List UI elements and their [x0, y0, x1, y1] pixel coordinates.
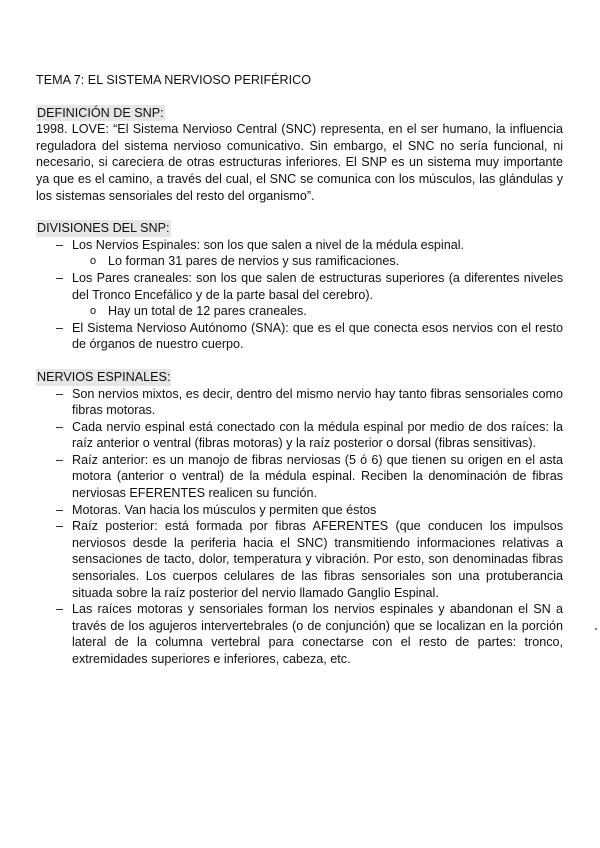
list-item-text: El Sistema Nervioso Autónomo (SNA): que es el que conecta esos nervios con el resto de órganos de nuestro cuerpo. — [72, 320, 563, 352]
list-item: – Raíz anterior: es un manojo de fibras nerviosas (5 ó 6) que tienen su origen en el asta motora (anterior o ventral) de la médula espinal. Reciben la denominación de fibras nerviosas EFERENTES realicen su función. — [72, 452, 563, 502]
list-item — [72, 237, 563, 270]
section-heading-nervios: NERVIOS ESPINALES: — [37, 369, 171, 384]
list-item — [72, 270, 563, 320]
section-heading-divisiones: DIVISIONES DEL SNP: — [37, 221, 170, 236]
list-item: – Son nervios mixtos, es decir, dentro del mismo nervio hay tanto fibras sensoriales como fibras motoras. — [72, 386, 563, 419]
document-page — [36, 72, 563, 684]
divisiones-list — [36, 237, 563, 353]
list-item — [72, 320, 563, 353]
list-item: – Motoras. Van hacia los músculos y permiten que éstos — [72, 502, 563, 519]
document-title: TEMA 7: EL SISTEMA NERVIOSO PERIFÉRICO — [36, 73, 312, 87]
list-item: – Raíz posterior: está formada por fibras AFERENTES (que conducen los impulsos nerviosos desde la periferia hacia el SNC) transmitiendo informaciones relativas a sensaciones de tacto, dolor, temperatura y vibración. Por esto, son denominadas fibras sensoriales. Los cuerpos celulares de las fibras sensoriales son una protuberancia situada sobre la raíz posterior del nervio llamado Ganglio Espinal. — [72, 518, 563, 601]
definicion-paragraph: 1998. LOVE: “El Sistema Nervioso Central (SNC) representa, en el ser humano, la influencia reguladora del sistema nervioso comunicativo. Sin embargo, el SNC no sería funcional, ni necesario, si careciera de otras estructuras inferiores. El SNP es un sistema muy importante ya que es el camino, a través del cual, el SNC se comunica con los músculos, las glándulas y los sistemas sensoriales del resto del organismo”. — [36, 122, 563, 203]
scan-mark — [595, 628, 597, 630]
list-item-text: Los Pares craneales: son los que salen de estructuras superiores (a diferentes niveles del Tronco Encefálico y de la parte basal del cerebro). — [72, 270, 563, 302]
sub-list — [72, 303, 563, 320]
nervios-list — [36, 386, 563, 668]
list-item: – Las raíces motoras y sensoriales forman los nervios espinales y abandonan el SN a través de los agujeros intervertebrales (o de conjunción) que se localizan en la porción lateral de la columna vertebral para conectarse con el resto de partes: tronco, extremidades superiores e inferiores, cabeza, etc. — [72, 601, 563, 667]
sub-list-item: o Hay un total de 12 pares craneales. — [108, 303, 563, 320]
sub-list-item: o Lo forman 31 pares de nervios y sus ramificaciones. — [108, 253, 563, 270]
section-divisiones — [36, 220, 563, 353]
section-definicion — [36, 105, 563, 205]
sub-list — [72, 253, 563, 270]
section-heading-definicion: DEFINICIÓN DE SNP: — [37, 105, 164, 120]
section-nervios-espinales — [36, 369, 563, 668]
list-item-text: Los Nervios Espinales: son los que salen a nivel de la médula espinal. — [72, 237, 465, 252]
list-item: – Cada nervio espinal está conectado con la médula espinal por medio de dos raíces: la raíz anterior o ventral (fibras motoras) y la raíz posterior o dorsal (fibras sensitivas). — [72, 419, 563, 452]
